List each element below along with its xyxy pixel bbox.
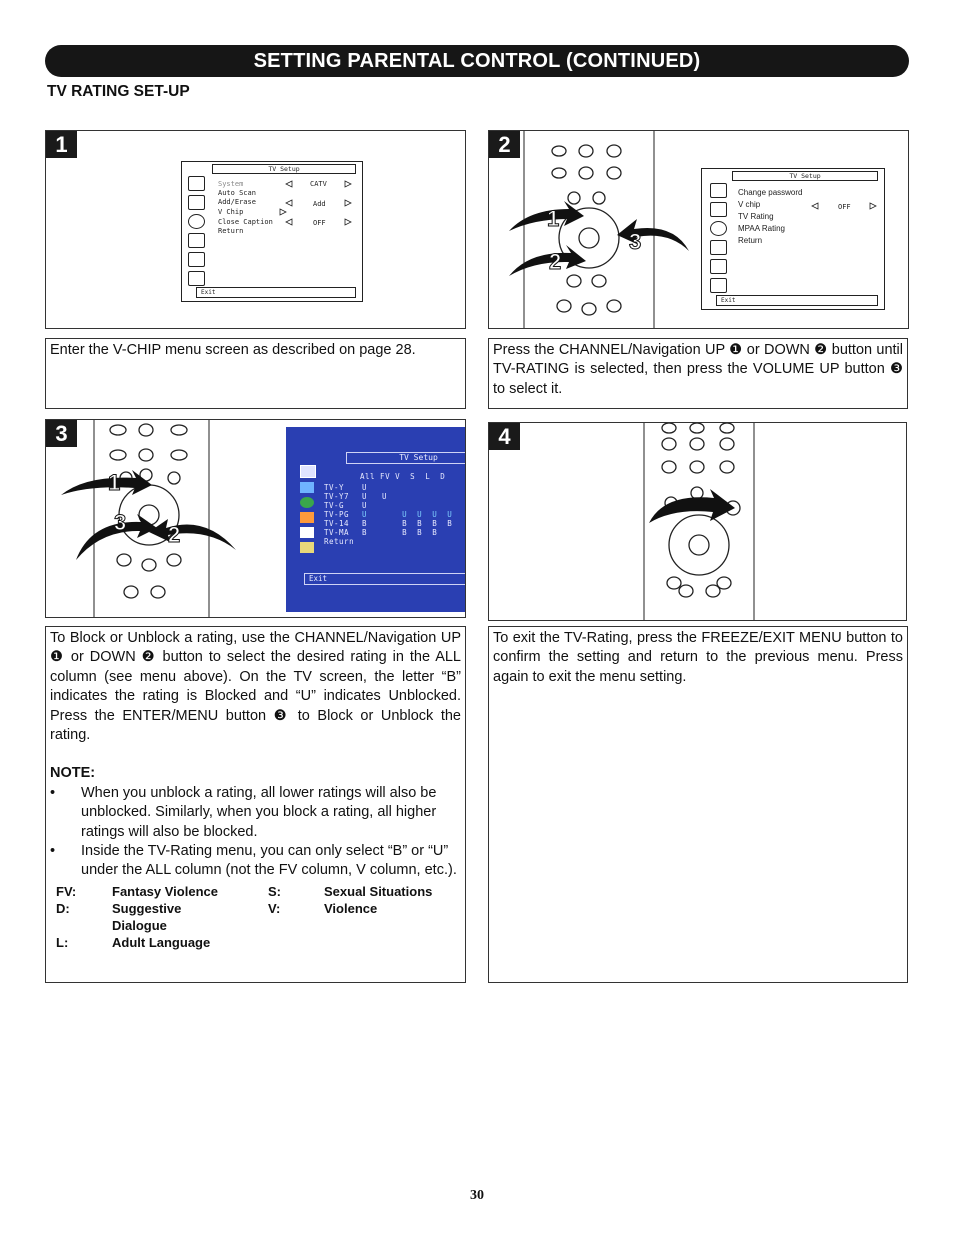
- tv-rating-screen: [286, 427, 466, 612]
- callout-1: 1: [108, 470, 121, 495]
- page-banner: SETTING PARENTAL CONTROL (CONTINUED): [45, 45, 909, 77]
- rating-row-tv-y: TV-Y U: [324, 483, 368, 492]
- legend-code: S:: [268, 883, 281, 899]
- tv-icon-column: [300, 465, 318, 553]
- rating-row-tv-pg: TV-PG U U U U U: [324, 510, 453, 519]
- picture-icon: [300, 482, 314, 493]
- remote-control-illustration: [489, 423, 906, 620]
- osd-value-off: OFF: [838, 203, 851, 211]
- callout-2: 2: [549, 249, 562, 274]
- osd-title: TV Setup: [212, 164, 356, 174]
- globe-icon: [300, 497, 314, 508]
- step-3-number: 3: [46, 420, 77, 447]
- note-bullet: • When you unblock a rating, all lower ratings will also be unblocked. Similarly, when you block a rating, all higher ratings will also be blocked.: [50, 784, 461, 842]
- section-title: TV RATING SET-UP: [47, 83, 190, 100]
- tv-rating-header: All FV V S L D: [360, 472, 446, 481]
- osd-value-off: OFF: [313, 219, 326, 227]
- tv-icon: [300, 465, 316, 478]
- monitor-icon: [710, 278, 727, 293]
- rating-row-tv-ma: TV-MA B B B B: [324, 528, 438, 537]
- osd-arrows: [182, 162, 362, 242]
- callout-2: 2: [168, 522, 181, 547]
- curved-arrow-3: [617, 219, 689, 251]
- osd-row-v-chip: V Chip: [218, 208, 244, 216]
- step-2-text: [488, 338, 908, 409]
- osd-row-system: System: [218, 180, 244, 188]
- bullet-dot: •: [50, 843, 56, 860]
- legend-meaning: Suggestive Dialogue: [112, 900, 182, 933]
- monitor-icon: [188, 271, 205, 286]
- step-3-instructions: To Block or Unblock a rating, use the CHANNEL/Navigation UP ❶ or DOWN ❷ button to select the desired rating in the ALL column (see menu above). On the TV screen, the letter “B” indicates the rating is Blocked and “U” indicates Unblocked. Press the ENTER/MENU button ❸ to Block or Unblock the rating.: [50, 630, 461, 744]
- osd-row-return: Return: [738, 236, 763, 245]
- rating-row-tv-14: TV-14 B B B B B: [324, 519, 453, 528]
- osd-row-add-erase: Add/Erase: [218, 198, 256, 206]
- callout-3: 3: [114, 510, 127, 535]
- step-4-number: 4: [489, 423, 520, 450]
- legend-meaning: Fantasy Violence: [112, 883, 218, 899]
- note-icon: [188, 252, 205, 267]
- osd-exit-bar: Exit: [716, 295, 878, 306]
- callout-1: 1: [547, 206, 560, 231]
- rating-row-tv-g: TV-G U: [324, 501, 368, 510]
- note-heading: NOTE:: [50, 765, 96, 782]
- legend-meaning: Violence: [324, 900, 378, 916]
- legend-meaning: Sexual Situations: [324, 883, 433, 899]
- step-3-panel: [45, 419, 466, 618]
- curved-arrow-2: [149, 519, 236, 550]
- folder-icon: [300, 542, 314, 553]
- speaker-icon: [300, 512, 314, 523]
- step-4-instructions: To exit the TV-Rating, press the FREEZE/EXIT MENU button to confirm the setting and return to the previous menu. Press again to exit the menu setting.: [493, 630, 903, 685]
- step-2-number: 2: [489, 131, 520, 158]
- step-1-panel: [45, 130, 466, 329]
- osd-row-return: Return: [218, 227, 244, 235]
- page-number: 30: [470, 1188, 484, 1203]
- remote-control-illustration: [489, 131, 689, 328]
- legend-meaning: Adult Language: [112, 934, 211, 950]
- curved-arrow: [649, 489, 735, 523]
- speaker-icon: [710, 240, 727, 255]
- step-1-instructions: Enter the V-CHIP menu screen as described on page 28.: [50, 342, 416, 358]
- bullet-dot: •: [50, 784, 56, 801]
- step-4-text: [488, 626, 908, 983]
- step-4-panel: [488, 422, 907, 621]
- rating-legend: [50, 883, 461, 951]
- tv-exit-bar: Exit: [304, 573, 466, 585]
- step-1-text: [45, 338, 466, 409]
- osd-value-catv: CATV: [310, 180, 327, 188]
- legend-code: L:: [56, 934, 69, 950]
- osd-title: TV Setup: [732, 171, 878, 181]
- legend-code: V:: [268, 900, 281, 916]
- osd-row-close-caption: Close Caption: [218, 218, 273, 226]
- osd-arrows: [702, 169, 884, 229]
- curved-arrow-1: [61, 470, 152, 495]
- osd-row-change-password: Change password: [738, 188, 803, 197]
- osd-row-v-chip: V chip: [738, 200, 761, 209]
- rating-row-tv-y7: TV-Y7 U U: [324, 492, 388, 501]
- osd-exit-bar: Exit: [196, 287, 356, 298]
- rating-row-return: Return: [324, 537, 355, 546]
- note-bullet: • Inside the TV-Rating menu, you can only select “B” or “U” under the ALL column (not the FV column, V column, etc.).: [50, 842, 461, 881]
- step-1-number: 1: [46, 131, 77, 158]
- tv-screen-title: TV Setup: [346, 452, 466, 464]
- osd-tv-setup-menu: [181, 161, 363, 302]
- remote-control-illustration: [46, 420, 286, 617]
- curved-arrow-2: [509, 245, 586, 276]
- osd-row-mpaa-rating: MPAA Rating: [738, 224, 785, 233]
- osd-row-tv-rating: TV Rating: [738, 212, 774, 221]
- note-icon: [300, 527, 314, 538]
- step-2-instructions: Press the CHANNEL/Navigation UP ❶ or DOWN ❷ button until TV-RATING is selected, then press the VOLUME UP button ❸ to select it.: [493, 342, 903, 397]
- step-3-text: [45, 626, 466, 983]
- osd-row-auto-scan: Auto Scan: [218, 189, 256, 197]
- legend-code: FV:: [56, 883, 77, 899]
- step-2-panel: [488, 130, 909, 329]
- osd-value-add: Add: [313, 200, 326, 208]
- callout-3: 3: [629, 229, 642, 254]
- note-icon: [710, 259, 727, 274]
- osd-v-chip-menu: [701, 168, 885, 310]
- legend-code: D:: [56, 900, 70, 916]
